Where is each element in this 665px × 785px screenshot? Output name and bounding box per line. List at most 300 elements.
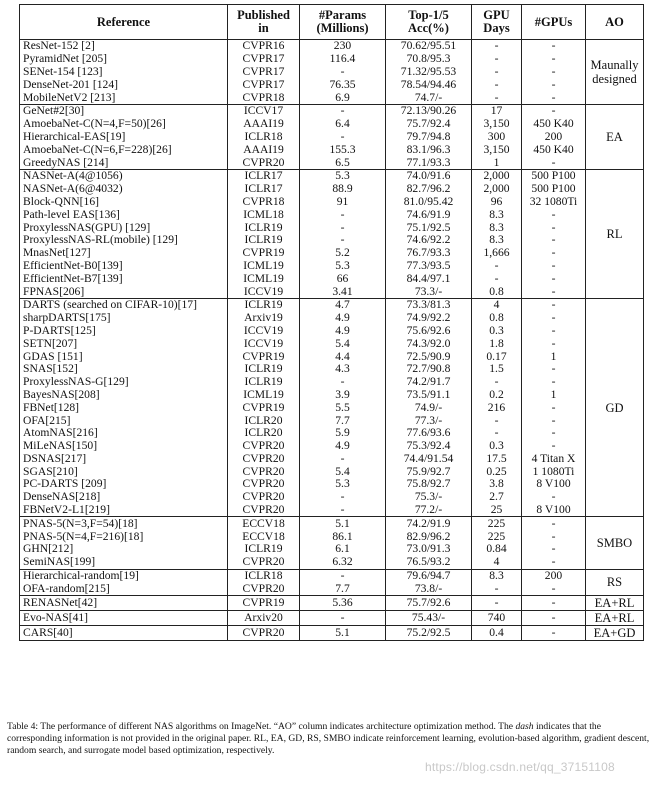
- header-params: #Params (Millions): [300, 5, 386, 40]
- cell-gpu-days: -: [472, 582, 522, 595]
- cell-reference: GreedyNAS [214]: [20, 156, 228, 169]
- header-ao: AO: [586, 5, 644, 40]
- cell-accuracy: 73.5/91.1: [386, 389, 472, 402]
- cell-gpus: 1 1080Ti: [522, 465, 586, 478]
- cell-reference: SGAS[210]: [20, 465, 228, 478]
- cell-published-in: CVPR20: [228, 556, 300, 569]
- cell-params: 4.9: [300, 312, 386, 325]
- cell-params: 91: [300, 196, 386, 209]
- cell-gpus: 200: [522, 131, 586, 144]
- cell-ao-group: GD: [586, 298, 644, 517]
- cell-accuracy: 79.6/94.7: [386, 569, 472, 582]
- cell-gpus: 32 1080Ti: [522, 196, 586, 209]
- cell-reference: PyramidNet [205]: [20, 53, 228, 66]
- cell-params: 66: [300, 272, 386, 285]
- cell-gpus: -: [522, 556, 586, 569]
- cell-reference: DenseNAS[218]: [20, 491, 228, 504]
- cell-gpus: 4 Titan X: [522, 453, 586, 466]
- cell-gpus: -: [522, 285, 586, 298]
- cell-reference: Path-level EAS[136]: [20, 208, 228, 221]
- table-row: [20, 440, 644, 453]
- caption-part1: Table 4: The performance of different NAS algorithms on ImageNet. “AO” column indicates architecture optimization method. The: [7, 721, 516, 732]
- cell-reference: Block-QNN[16]: [20, 196, 228, 209]
- cell-accuracy: 74.2/91.9: [386, 517, 472, 530]
- table-row: [20, 78, 644, 91]
- cell-published-in: ICCV19: [228, 337, 300, 350]
- table-row: [20, 260, 644, 273]
- cell-reference: Evo-NAS[41]: [20, 611, 228, 626]
- cell-reference: NASNet-A(4@1056): [20, 169, 228, 182]
- cell-ao-group: RS: [586, 569, 644, 596]
- cell-gpu-days: 2,000: [472, 169, 522, 182]
- cell-params: -: [300, 491, 386, 504]
- cell-accuracy: 74.7/-: [386, 91, 472, 104]
- cell-accuracy: 76.5/93.2: [386, 556, 472, 569]
- cell-published-in: ICLR19: [228, 543, 300, 556]
- cell-accuracy: 76.7/93.3: [386, 247, 472, 260]
- table-body: [20, 40, 644, 641]
- cell-gpus: -: [522, 626, 586, 641]
- table-row: [20, 401, 644, 414]
- table-row: [20, 196, 644, 209]
- cell-reference: MobileNetV2 [213]: [20, 91, 228, 104]
- cell-accuracy: 75.1/92.5: [386, 221, 472, 234]
- cell-gpu-days: 740: [472, 611, 522, 626]
- cell-gpu-days: 0.8: [472, 285, 522, 298]
- cell-published-in: ICLR19: [228, 376, 300, 389]
- cell-reference: PNAS-5(N=4,F=216)[18]: [20, 530, 228, 543]
- cell-accuracy: 70.8/95.3: [386, 53, 472, 66]
- cell-gpu-days: -: [472, 40, 522, 53]
- cell-gpu-days: 0.2: [472, 389, 522, 402]
- header-published-in: Published in: [228, 5, 300, 40]
- table-row: [20, 596, 644, 611]
- header-row: [20, 5, 644, 40]
- cell-accuracy: 71.32/95.53: [386, 66, 472, 79]
- cell-accuracy: 84.4/97.1: [386, 272, 472, 285]
- cell-gpus: -: [522, 234, 586, 247]
- cell-accuracy: 73.3/81.3: [386, 298, 472, 311]
- cell-published-in: CVPR19: [228, 401, 300, 414]
- cell-params: -: [300, 234, 386, 247]
- cell-gpus: 450 K40: [522, 143, 586, 156]
- cell-reference: MnasNet[127]: [20, 247, 228, 260]
- cell-params: 6.32: [300, 556, 386, 569]
- cell-ao-group: EA+RL: [586, 596, 644, 611]
- cell-accuracy: 74.2/91.7: [386, 376, 472, 389]
- cell-gpu-days: 17: [472, 104, 522, 117]
- cell-params: 5.36: [300, 596, 386, 611]
- cell-params: 230: [300, 40, 386, 53]
- table-row: [20, 40, 644, 53]
- cell-published-in: ICLR20: [228, 427, 300, 440]
- cell-params: -: [300, 66, 386, 79]
- table-row: [20, 582, 644, 595]
- cell-accuracy: 75.3/-: [386, 491, 472, 504]
- watermark-text: https://blog.csdn.net/qq_37151108: [425, 760, 615, 774]
- cell-reference: SETN[207]: [20, 337, 228, 350]
- cell-accuracy: 74.4/91.54: [386, 453, 472, 466]
- table-row: [20, 478, 644, 491]
- table-row: [20, 312, 644, 325]
- cell-gpus: 500 P100: [522, 183, 586, 196]
- cell-reference: FBNet[128]: [20, 401, 228, 414]
- cell-published-in: ICML19: [228, 272, 300, 285]
- cell-published-in: ECCV18: [228, 517, 300, 530]
- cell-reference: GHN[212]: [20, 543, 228, 556]
- cell-published-in: CVPR20: [228, 491, 300, 504]
- cell-params: 5.4: [300, 465, 386, 478]
- cell-gpus: -: [522, 66, 586, 79]
- cell-gpus: -: [522, 530, 586, 543]
- cell-reference: PNAS-5(N=3,F=54)[18]: [20, 517, 228, 530]
- table-row: [20, 543, 644, 556]
- cell-accuracy: 75.8/92.7: [386, 478, 472, 491]
- cell-gpus: 8 V100: [522, 504, 586, 517]
- cell-accuracy: 74.6/91.9: [386, 208, 472, 221]
- cell-params: 116.4: [300, 53, 386, 66]
- cell-params: 76.35: [300, 78, 386, 91]
- cell-gpus: -: [522, 221, 586, 234]
- cell-gpus: -: [522, 582, 586, 595]
- cell-gpu-days: 0.3: [472, 440, 522, 453]
- cell-gpus: -: [522, 363, 586, 376]
- cell-gpus: -: [522, 491, 586, 504]
- cell-accuracy: 74.3/92.0: [386, 337, 472, 350]
- cell-ao-group: EA+RL: [586, 611, 644, 626]
- cell-accuracy: 72.7/90.8: [386, 363, 472, 376]
- cell-gpus: -: [522, 414, 586, 427]
- cell-accuracy: 75.43/-: [386, 611, 472, 626]
- cell-published-in: CVPR20: [228, 465, 300, 478]
- cell-gpu-days: 25: [472, 504, 522, 517]
- cell-ao-group: EA: [586, 104, 644, 169]
- table-row: [20, 247, 644, 260]
- cell-gpu-days: 0.8: [472, 312, 522, 325]
- cell-published-in: ICML19: [228, 389, 300, 402]
- cell-params: 86.1: [300, 530, 386, 543]
- cell-gpus: -: [522, 78, 586, 91]
- cell-gpu-days: -: [472, 260, 522, 273]
- table-row: [20, 504, 644, 517]
- cell-accuracy: 75.7/92.6: [386, 596, 472, 611]
- cell-gpu-days: 0.25: [472, 465, 522, 478]
- cell-reference: OFA[215]: [20, 414, 228, 427]
- cell-gpu-days: 300: [472, 131, 522, 144]
- cell-gpus: -: [522, 517, 586, 530]
- cell-params: -: [300, 504, 386, 517]
- cell-params: -: [300, 208, 386, 221]
- table-row: [20, 350, 644, 363]
- table-row: [20, 491, 644, 504]
- cell-params: 5.4: [300, 337, 386, 350]
- cell-gpu-days: -: [472, 53, 522, 66]
- cell-accuracy: 77.3/93.5: [386, 260, 472, 273]
- cell-gpus: 1: [522, 350, 586, 363]
- cell-gpus: 1: [522, 389, 586, 402]
- table-row: [20, 53, 644, 66]
- table-row: [20, 104, 644, 117]
- cell-params: 4.3: [300, 363, 386, 376]
- cell-gpus: -: [522, 312, 586, 325]
- cell-params: 5.3: [300, 478, 386, 491]
- cell-gpus: -: [522, 156, 586, 169]
- cell-accuracy: 73.8/-: [386, 582, 472, 595]
- cell-gpu-days: 1.8: [472, 337, 522, 350]
- cell-params: -: [300, 221, 386, 234]
- cell-published-in: CVPR20: [228, 504, 300, 517]
- header-accuracy: Top-1/5 Acc(%): [386, 5, 472, 40]
- cell-gpu-days: 1,666: [472, 247, 522, 260]
- cell-reference: NASNet-A(6@4032): [20, 183, 228, 196]
- cell-gpu-days: 2,000: [472, 183, 522, 196]
- table-row: [20, 465, 644, 478]
- cell-reference: AtomNAS[216]: [20, 427, 228, 440]
- cell-gpu-days: 225: [472, 530, 522, 543]
- table-row: [20, 337, 644, 350]
- header-reference: Reference: [20, 5, 228, 40]
- cell-published-in: CVPR17: [228, 66, 300, 79]
- cell-ao-group: SMBO: [586, 517, 644, 569]
- cell-accuracy: 74.6/92.2: [386, 234, 472, 247]
- cell-reference: FBNetV2-L1[219]: [20, 504, 228, 517]
- cell-reference: CARS[40]: [20, 626, 228, 641]
- cell-params: 4.9: [300, 440, 386, 453]
- cell-gpus: -: [522, 91, 586, 104]
- cell-gpus: -: [522, 611, 586, 626]
- cell-accuracy: 77.6/93.6: [386, 427, 472, 440]
- cell-params: 4.4: [300, 350, 386, 363]
- cell-accuracy: 77.1/93.3: [386, 156, 472, 169]
- cell-published-in: ICML18: [228, 208, 300, 221]
- cell-published-in: CVPR19: [228, 596, 300, 611]
- cell-accuracy: 81.0/95.42: [386, 196, 472, 209]
- table-row: [20, 91, 644, 104]
- cell-gpus: -: [522, 247, 586, 260]
- cell-gpu-days: 225: [472, 517, 522, 530]
- cell-reference: P-DARTS[125]: [20, 325, 228, 338]
- cell-gpus: -: [522, 337, 586, 350]
- cell-accuracy: 77.3/-: [386, 414, 472, 427]
- cell-gpu-days: -: [472, 272, 522, 285]
- cell-gpus: -: [522, 440, 586, 453]
- cell-accuracy: 83.1/96.3: [386, 143, 472, 156]
- cell-accuracy: 73.0/91.3: [386, 543, 472, 556]
- cell-ao-group: EA+GD: [586, 626, 644, 641]
- table-container: [19, 4, 643, 641]
- table-row: [20, 66, 644, 79]
- cell-gpus: -: [522, 260, 586, 273]
- cell-gpu-days: 1.5: [472, 363, 522, 376]
- cell-published-in: CVPR18: [228, 91, 300, 104]
- cell-gpu-days: 0.17: [472, 350, 522, 363]
- table-row: [20, 569, 644, 582]
- table-row: [20, 427, 644, 440]
- cell-published-in: ICCV19: [228, 325, 300, 338]
- cell-published-in: CVPR18: [228, 196, 300, 209]
- cell-gpu-days: 3,150: [472, 143, 522, 156]
- table-row: [20, 272, 644, 285]
- cell-params: 5.3: [300, 169, 386, 182]
- cell-params: -: [300, 569, 386, 582]
- cell-ao-group: Maunally designed: [586, 40, 644, 105]
- cell-gpus: -: [522, 53, 586, 66]
- table-row: [20, 208, 644, 221]
- cell-accuracy: 73.3/-: [386, 285, 472, 298]
- cell-reference: AmoebaNet-C(N=4,F=50)[26]: [20, 118, 228, 131]
- cell-accuracy: 75.6/92.6: [386, 325, 472, 338]
- cell-gpus: 450 K40: [522, 118, 586, 131]
- cell-accuracy: 74.9/-: [386, 401, 472, 414]
- cell-reference: ResNet-152 [2]: [20, 40, 228, 53]
- cell-gpu-days: 8.3: [472, 234, 522, 247]
- cell-params: 7.7: [300, 582, 386, 595]
- cell-reference: Hierarchical-EAS[19]: [20, 131, 228, 144]
- cell-published-in: CVPR20: [228, 478, 300, 491]
- cell-published-in: ICLR19: [228, 221, 300, 234]
- cell-published-in: CVPR16: [228, 40, 300, 53]
- cell-gpu-days: 0.84: [472, 543, 522, 556]
- cell-reference: DSNAS[217]: [20, 453, 228, 466]
- table-row: [20, 530, 644, 543]
- cell-reference: EfficientNet-B0[139]: [20, 260, 228, 273]
- caption-part2: indicates that the corresponding information is not provided in the original paper. RL, EA, GD, RS, SMBO indicate reinforcement learning, evolution-based algorithm, gradient descent, random search, and surrogate model based optimization, respectively.: [7, 721, 650, 756]
- cell-gpu-days: 0.4: [472, 626, 522, 641]
- cell-gpus: -: [522, 427, 586, 440]
- cell-gpus: -: [522, 40, 586, 53]
- cell-reference: EfficientNet-B7[139]: [20, 272, 228, 285]
- table-row: [20, 118, 644, 131]
- cell-params: -: [300, 131, 386, 144]
- cell-reference: SemiNAS[199]: [20, 556, 228, 569]
- cell-published-in: ICLR18: [228, 131, 300, 144]
- cell-reference: SENet-154 [123]: [20, 66, 228, 79]
- cell-gpus: -: [522, 208, 586, 221]
- cell-reference: RENASNet[42]: [20, 596, 228, 611]
- cell-params: 5.1: [300, 517, 386, 530]
- cell-gpu-days: 8.3: [472, 569, 522, 582]
- cell-accuracy: 70.62/95.51: [386, 40, 472, 53]
- cell-accuracy: 82.9/96.2: [386, 530, 472, 543]
- table-row: [20, 143, 644, 156]
- cell-reference: BayesNAS[208]: [20, 389, 228, 402]
- cell-gpus: -: [522, 104, 586, 117]
- cell-reference: DARTS (searched on CIFAR-10)[17]: [20, 298, 228, 311]
- cell-reference: DenseNet-201 [124]: [20, 78, 228, 91]
- cell-published-in: ICLR17: [228, 169, 300, 182]
- cell-gpus: 8 V100: [522, 478, 586, 491]
- cell-published-in: ICML19: [228, 260, 300, 273]
- table-row: [20, 556, 644, 569]
- cell-published-in: CVPR17: [228, 78, 300, 91]
- table-row: [20, 517, 644, 530]
- header-gpus: #GPUs: [522, 5, 586, 40]
- cell-gpu-days: 8.3: [472, 221, 522, 234]
- cell-published-in: CVPR20: [228, 626, 300, 641]
- cell-reference: ProxylessNAS(GPU) [129]: [20, 221, 228, 234]
- cell-accuracy: 75.9/92.7: [386, 465, 472, 478]
- cell-gpus: 500 P100: [522, 169, 586, 182]
- cell-accuracy: 78.54/94.46: [386, 78, 472, 91]
- cell-params: 4.7: [300, 298, 386, 311]
- table-row: [20, 183, 644, 196]
- cell-accuracy: 82.7/96.2: [386, 183, 472, 196]
- cell-params: -: [300, 453, 386, 466]
- cell-params: 6.1: [300, 543, 386, 556]
- cell-accuracy: 75.3/92.4: [386, 440, 472, 453]
- cell-gpu-days: 3,150: [472, 118, 522, 131]
- cell-params: -: [300, 376, 386, 389]
- cell-published-in: Arxiv20: [228, 611, 300, 626]
- cell-reference: PC-DARTS [209]: [20, 478, 228, 491]
- cell-reference: AmoebaNet-C(N=6,F=228)[26]: [20, 143, 228, 156]
- cell-accuracy: 72.5/90.9: [386, 350, 472, 363]
- cell-reference: OFA-random[215]: [20, 582, 228, 595]
- cell-params: 4.9: [300, 325, 386, 338]
- cell-gpu-days: -: [472, 427, 522, 440]
- table-row: [20, 389, 644, 402]
- cell-reference: SNAS[152]: [20, 363, 228, 376]
- cell-params: 3.9: [300, 389, 386, 402]
- cell-gpus: -: [522, 543, 586, 556]
- cell-reference: MiLeNAS[150]: [20, 440, 228, 453]
- cell-gpu-days: -: [472, 414, 522, 427]
- cell-gpu-days: -: [472, 596, 522, 611]
- cell-gpus: -: [522, 596, 586, 611]
- cell-params: 5.2: [300, 247, 386, 260]
- cell-published-in: CVPR19: [228, 350, 300, 363]
- cell-gpu-days: -: [472, 78, 522, 91]
- cell-published-in: ICLR20: [228, 414, 300, 427]
- cell-accuracy: 79.7/94.8: [386, 131, 472, 144]
- cell-gpu-days: 2.7: [472, 491, 522, 504]
- cell-published-in: CVPR20: [228, 440, 300, 453]
- cell-reference: FPNAS[206]: [20, 285, 228, 298]
- cell-published-in: CVPR19: [228, 247, 300, 260]
- cell-gpu-days: 1: [472, 156, 522, 169]
- cell-published-in: ICLR19: [228, 298, 300, 311]
- cell-published-in: ICCV17: [228, 104, 300, 117]
- table-row: [20, 131, 644, 144]
- header-gpu-days: GPU Days: [472, 5, 522, 40]
- cell-accuracy: 75.7/92.4: [386, 118, 472, 131]
- cell-gpu-days: 4: [472, 298, 522, 311]
- cell-params: 5.3: [300, 260, 386, 273]
- cell-gpu-days: 216: [472, 401, 522, 414]
- cell-published-in: ICLR18: [228, 569, 300, 582]
- table-row: [20, 325, 644, 338]
- cell-params: 155.3: [300, 143, 386, 156]
- nas-performance-table: [19, 4, 644, 641]
- cell-reference: GDAS [151]: [20, 350, 228, 363]
- cell-params: -: [300, 104, 386, 117]
- cell-published-in: CVPR20: [228, 453, 300, 466]
- table-row: [20, 611, 644, 626]
- cell-reference: ProxylessNAS-RL(mobile) [129]: [20, 234, 228, 247]
- cell-gpus: -: [522, 325, 586, 338]
- table-row: [20, 414, 644, 427]
- cell-published-in: AAAI19: [228, 143, 300, 156]
- cell-params: 5.5: [300, 401, 386, 414]
- cell-published-in: ECCV18: [228, 530, 300, 543]
- caption-dash: dash: [515, 721, 534, 732]
- cell-params: 7.7: [300, 414, 386, 427]
- cell-published-in: ICLR19: [228, 363, 300, 376]
- cell-reference: Hierarchical-random[19]: [20, 569, 228, 582]
- cell-gpu-days: 4: [472, 556, 522, 569]
- cell-params: 6.4: [300, 118, 386, 131]
- cell-gpu-days: 17.5: [472, 453, 522, 466]
